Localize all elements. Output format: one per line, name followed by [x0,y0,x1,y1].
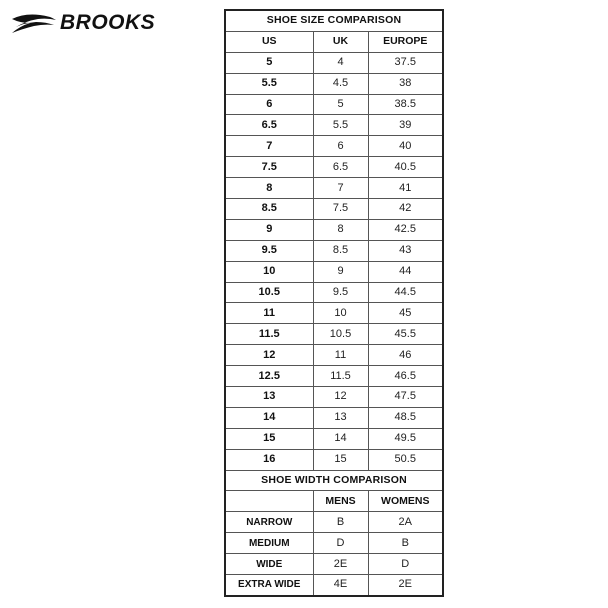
table-row [225,240,443,261]
table-row [225,512,443,533]
europe-size-cell: 48.5 [368,407,443,428]
uk-size-cell: 10 [313,303,368,324]
width-label-cell: WIDE [225,554,313,575]
europe-size-cell: 41 [368,178,443,199]
uk-size-cell: 4 [313,52,368,73]
europe-size-cell: 45.5 [368,324,443,345]
table-row [225,449,443,470]
table-row [225,73,443,94]
size-chart [224,9,442,597]
us-size-cell: 10.5 [225,282,313,303]
europe-size-cell: 42.5 [368,219,443,240]
us-size-cell: 12 [225,345,313,366]
europe-size-cell: 50.5 [368,449,443,470]
us-size-cell: 6.5 [225,115,313,136]
table-row [225,407,443,428]
us-size-cell: 7.5 [225,157,313,178]
womens-width-cell: 2A [368,512,443,533]
table-row [225,282,443,303]
uk-size-cell: 5.5 [313,115,368,136]
table-row [225,115,443,136]
europe-size-cell: 44.5 [368,282,443,303]
table-row [225,94,443,115]
europe-size-cell: 47.5 [368,387,443,408]
table-row [225,428,443,449]
us-size-cell: 11.5 [225,324,313,345]
width-label-cell: EXTRA WIDE [225,575,313,596]
brooks-chevron-logo-icon [10,11,56,35]
table-row [225,52,443,73]
table-row [225,178,443,199]
uk-size-cell: 11 [313,345,368,366]
europe-size-cell: 43 [368,240,443,261]
mens-width-cell: 2E [313,554,368,575]
table-row [225,324,443,345]
europe-size-cell: 39 [368,115,443,136]
europe-size-cell: 38.5 [368,94,443,115]
us-size-cell: 7 [225,136,313,157]
uk-size-cell: 14 [313,428,368,449]
mens-width-cell: D [313,533,368,554]
mens-width-cell: 4E [313,575,368,596]
width-label-cell: MEDIUM [225,533,313,554]
europe-size-cell: 42 [368,199,443,220]
uk-size-cell: 11.5 [313,366,368,387]
column-header-womens: WOMENS [368,491,443,512]
table-row [225,554,443,575]
size-table-title: SHOE SIZE COMPARISON [225,10,443,31]
uk-size-cell: 4.5 [313,73,368,94]
us-size-cell: 16 [225,449,313,470]
column-header-us: US [225,31,313,52]
table-row [225,533,443,554]
uk-size-cell: 7.5 [313,199,368,220]
womens-width-cell: D [368,554,443,575]
us-size-cell: 13 [225,387,313,408]
column-header-uk: UK [313,31,368,52]
uk-size-cell: 8.5 [313,240,368,261]
uk-size-cell: 6.5 [313,157,368,178]
uk-size-cell: 5 [313,94,368,115]
uk-size-cell: 7 [313,178,368,199]
uk-size-cell: 6 [313,136,368,157]
europe-size-cell: 40 [368,136,443,157]
uk-size-cell: 8 [313,219,368,240]
us-size-cell: 9.5 [225,240,313,261]
europe-size-cell: 45 [368,303,443,324]
table-row [225,219,443,240]
europe-size-cell: 38 [368,73,443,94]
us-size-cell: 12.5 [225,366,313,387]
us-size-cell: 8 [225,178,313,199]
us-size-cell: 9 [225,219,313,240]
table-row [225,303,443,324]
width-label-cell: NARROW [225,512,313,533]
us-size-cell: 5 [225,52,313,73]
us-size-cell: 15 [225,428,313,449]
us-size-cell: 10 [225,261,313,282]
europe-size-cell: 49.5 [368,428,443,449]
brooks-logo [10,8,155,38]
table-row [225,157,443,178]
us-size-cell: 11 [225,303,313,324]
table-row [225,261,443,282]
europe-size-cell: 46.5 [368,366,443,387]
uk-size-cell: 13 [313,407,368,428]
brand-name: BROOKS [60,11,156,34]
us-size-cell: 8.5 [225,199,313,220]
table-row [225,387,443,408]
width-header-blank [225,491,313,512]
column-header-europe: EUROPE [368,31,443,52]
us-size-cell: 14 [225,407,313,428]
mens-width-cell: B [313,512,368,533]
column-header-mens: MENS [313,491,368,512]
uk-size-cell: 12 [313,387,368,408]
table-row [225,136,443,157]
uk-size-cell: 9 [313,261,368,282]
womens-width-cell: 2E [368,575,443,596]
table-row [225,199,443,220]
europe-size-cell: 46 [368,345,443,366]
table-row [225,345,443,366]
europe-size-cell: 44 [368,261,443,282]
table-row [225,575,443,596]
width-table-title: SHOE WIDTH COMPARISON [225,470,443,491]
uk-size-cell: 10.5 [313,324,368,345]
europe-size-cell: 40.5 [368,157,443,178]
size-comparison-table [224,9,444,597]
uk-size-cell: 9.5 [313,282,368,303]
uk-size-cell: 15 [313,449,368,470]
us-size-cell: 6 [225,94,313,115]
womens-width-cell: B [368,533,443,554]
us-size-cell: 5.5 [225,73,313,94]
table-row [225,366,443,387]
europe-size-cell: 37.5 [368,52,443,73]
